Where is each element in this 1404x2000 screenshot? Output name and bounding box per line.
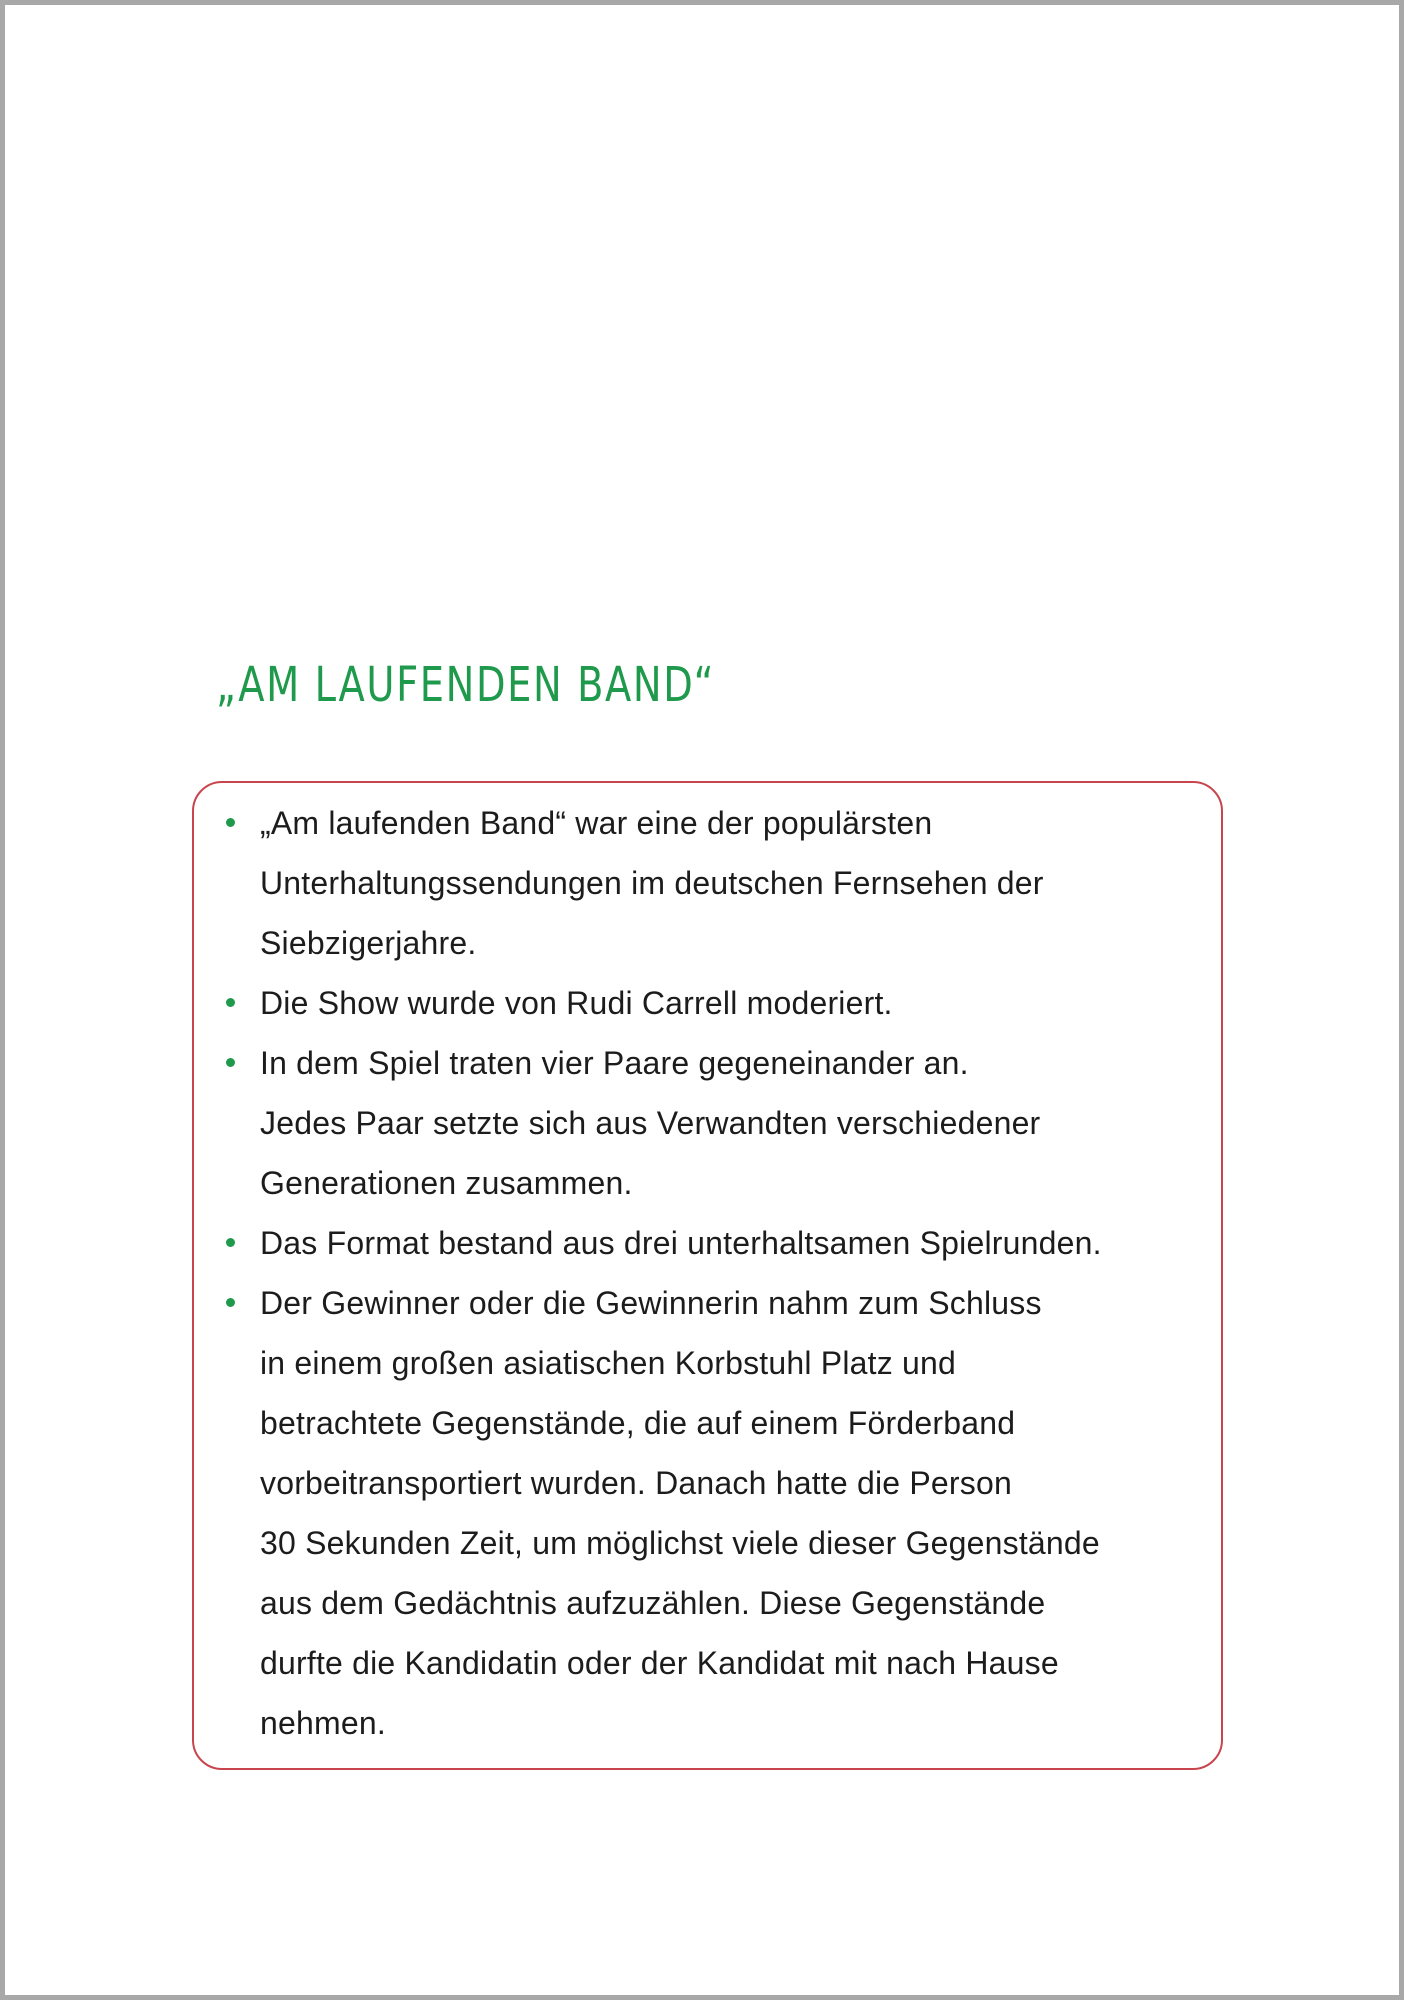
bullet-list (260, 793, 1220, 1753)
list-item-line: betrachtete Gegenstände, die auf einem Förderband (260, 1405, 1016, 1441)
bullet-dot-icon (226, 1058, 235, 1067)
list-item-line: durfte die Kandidatin oder der Kandidat mit nach Hause (260, 1645, 1059, 1681)
list-item-line: 30 Sekunden Zeit, um möglichst viele dieser Gegenstände (260, 1525, 1100, 1561)
list-item-line: Das Format bestand aus drei unterhaltsamen Spielrunden. (260, 1225, 1102, 1261)
bullet-dot-icon (226, 1238, 235, 1247)
list-item (260, 1213, 1220, 1273)
list-item-line: Unterhaltungssendungen im deutschen Fernsehen der (260, 865, 1044, 901)
list-item-line: vorbeitransportiert wurden. Danach hatte die Person (260, 1465, 1012, 1501)
list-item-line: Jedes Paar setzte sich aus Verwandten verschiedener (260, 1105, 1041, 1141)
list-item (260, 1273, 1220, 1753)
list-item-line: In dem Spiel traten vier Paare gegeneinander an. (260, 1045, 969, 1081)
list-item-line: nehmen. (260, 1705, 386, 1741)
info-box (192, 781, 1223, 1770)
list-item-line: Generationen zusammen. (260, 1165, 633, 1201)
list-item-line: aus dem Gedächtnis aufzuzählen. Diese Gegenstände (260, 1585, 1046, 1621)
list-item-line: Der Gewinner oder die Gewinnerin nahm zum Schluss (260, 1285, 1042, 1321)
list-item (260, 973, 1220, 1033)
bullet-dot-icon (226, 998, 235, 1007)
list-item (260, 793, 1220, 973)
list-item-line: „Am laufenden Band“ war eine der populärsten (260, 805, 933, 841)
bullet-dot-icon (226, 1298, 235, 1307)
list-item-line: in einem großen asiatischen Korbstuhl Platz und (260, 1345, 957, 1381)
list-item (260, 1033, 1220, 1213)
list-item-line: Die Show wurde von Rudi Carrell moderiert. (260, 985, 893, 1021)
list-item-line: Siebzigerjahre. (260, 925, 477, 961)
bullet-dot-icon (226, 818, 235, 827)
page-heading: „AM LAUFENDEN BAND“ (216, 657, 716, 713)
